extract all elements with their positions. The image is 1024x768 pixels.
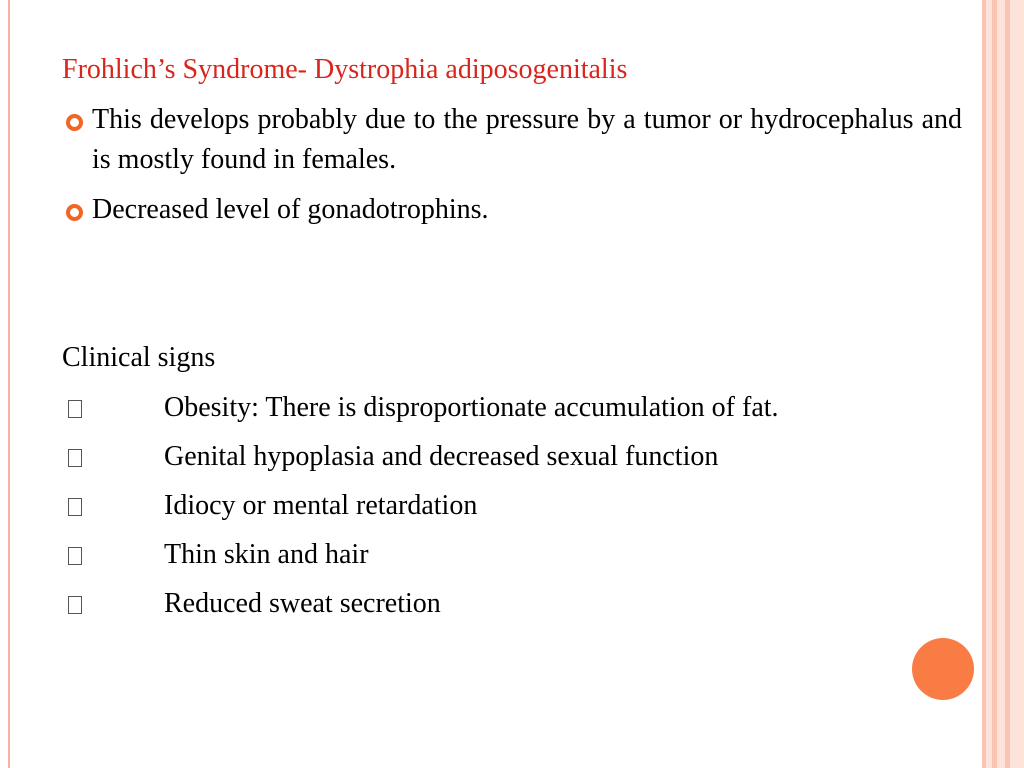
ring-bullet-icon	[66, 114, 83, 131]
box-glyph-icon	[68, 449, 82, 467]
clinical-sign-text: Genital hypoplasia and decreased sexual function	[164, 441, 719, 472]
bullet-text: This develops probably due to the pressure by a tumor or hydrocephalus and is mostly found in females.	[92, 104, 962, 175]
right-border-stripe	[1010, 0, 1024, 768]
clinical-sign-text: Idiocy or mental retardation	[164, 490, 478, 521]
box-glyph-icon	[68, 498, 82, 516]
slide-title: Frohlich’s Syndrome- Dystrophia adiposogenitalis	[62, 54, 628, 85]
bullet-item	[62, 190, 962, 230]
bullet-text: Decreased level of gonadotrophins.	[92, 194, 489, 225]
clinical-signs-heading: Clinical signs	[62, 342, 216, 373]
bullet-item	[62, 100, 962, 180]
box-glyph-icon	[68, 596, 82, 614]
right-border-stripe	[997, 0, 1005, 768]
left-border-line	[8, 0, 10, 768]
clinical-sign-text: Thin skin and hair	[164, 539, 369, 570]
clinical-sign-text: Reduced sweat secretion	[164, 588, 441, 619]
ring-bullet-icon	[66, 204, 83, 221]
clinical-sign-text: Obesity: There is disproportionate accumulation of fat.	[164, 392, 779, 423]
box-glyph-icon	[68, 547, 82, 565]
box-glyph-icon	[68, 400, 82, 418]
decorative-circle	[912, 638, 974, 700]
